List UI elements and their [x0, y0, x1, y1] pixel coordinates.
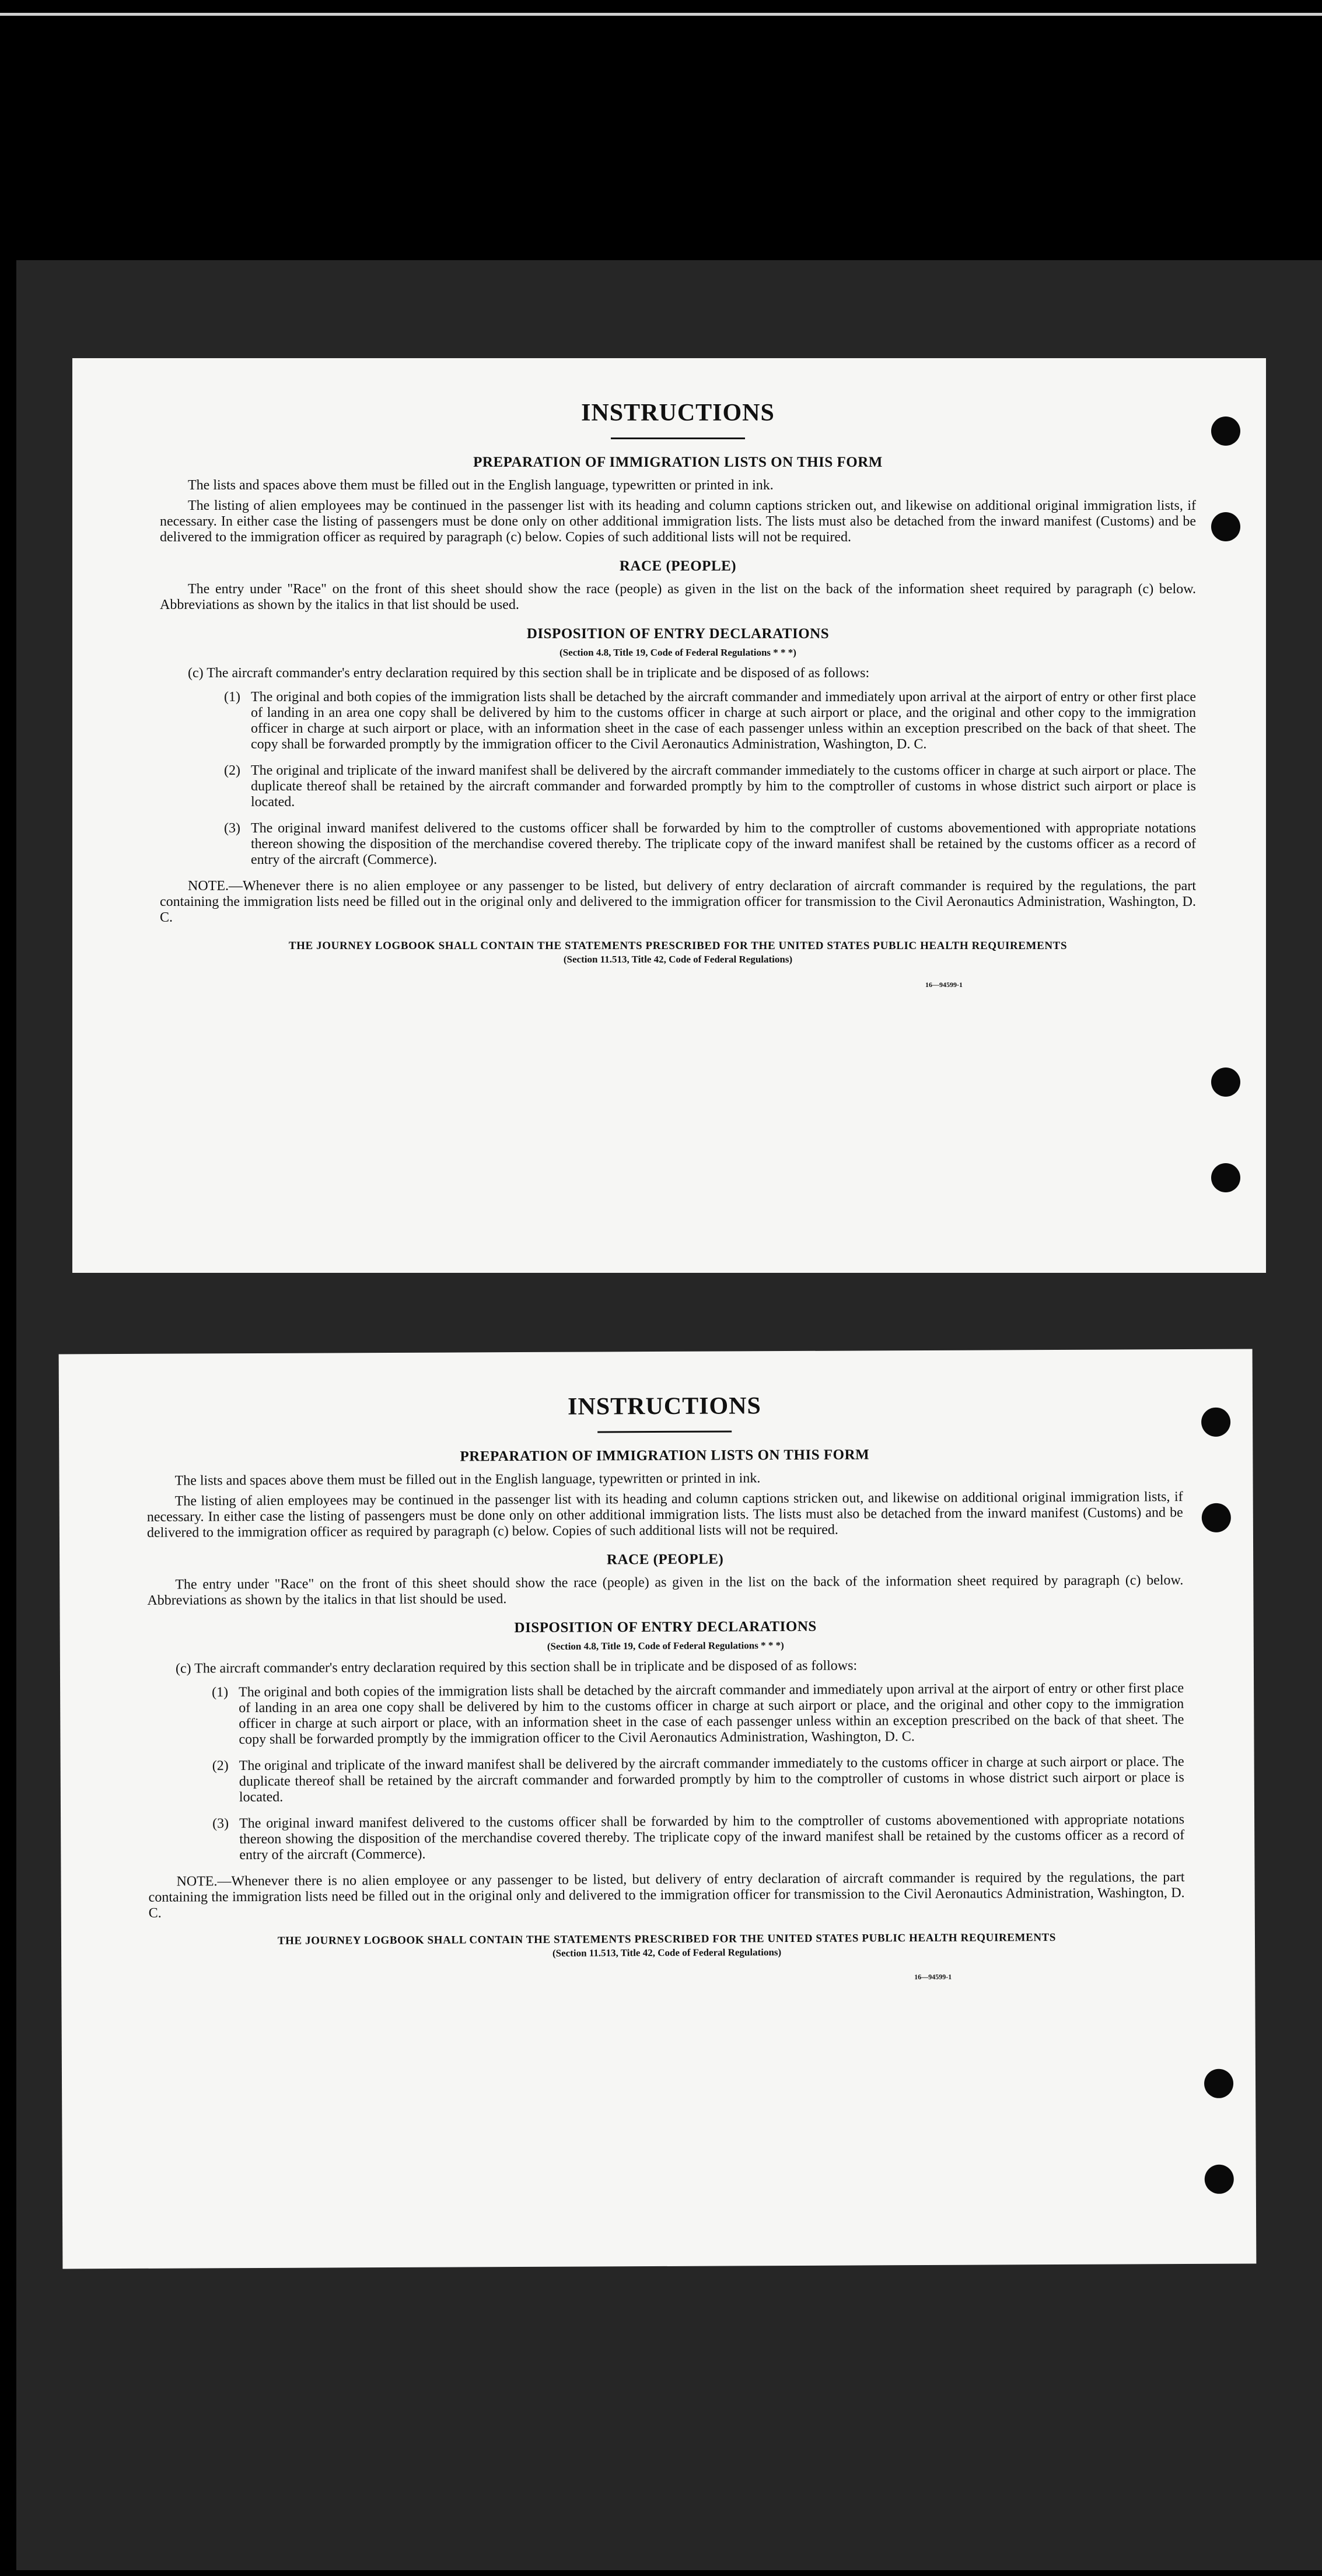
- section-heading-preparation: PREPARATION OF IMMIGRATION LISTS ON THIS FORM: [473, 454, 883, 470]
- item-text: The original inward manifest delivered to the customs officer shall be forwarded by him to the comptroller of customs abovementioned with appropriate notations thereon showing the disposition of the merchandise covered thereby. The triplicate copy of the inward manifest shall be retained by the customs officer as a record of entry of the aircraft (Commerce).: [239, 1812, 1185, 1863]
- paragraph-race: The entry under "Race" on the front of this sheet should show the race (people) as given in the list on the back of the information sheet required by paragraph (c) below. Abbreviations as shown by the italics in that list should be used.: [147, 1573, 1184, 1608]
- punch-hole: [1211, 512, 1240, 541]
- section-heading-race: RACE (PEOPLE): [619, 558, 737, 574]
- paragraph-alien-employees: The listing of alien employees may be continued in the passenger list with its heading and column captions stricken out, and likewise on additional original immigration lists, if necessary. In either case the listing of passengers must be done only on other additional immigration lists. The lists must also be detached from the inward manifest (Customs) and be delivered to the immigration officer as required by paragraph (c) below. Copies of such additional lists will not be required.: [160, 498, 1196, 545]
- item-text: The original inward manifest delivered to the customs officer shall be forwarded by him to the comptroller of customs abovementioned with appropriate notations thereon showing the disposition of the merchandise covered thereby. The triplicate copy of the inward manifest shall be retained by the customs officer as a record of entry of the aircraft (Commerce).: [251, 821, 1196, 867]
- paragraph-race: The entry under "Race" on the front of this sheet should show the race (people) as given in the list on the back of the information sheet required by paragraph (c) below. Abbreviations as shown by the italics in that list should be used.: [160, 582, 1196, 612]
- list-item: [212, 1812, 1184, 1863]
- punch-hole: [1201, 1408, 1230, 1437]
- paragraph-lists-language: The lists and spaces above them must be filled out in the English language, typewritten or printed in ink.: [188, 478, 774, 493]
- form-number: 16—94599-1: [914, 1972, 952, 1982]
- list-item: [224, 763, 1196, 810]
- paragraph-alien-employees: The listing of alien employees may be continued in the passenger list with its heading and column captions stricken out, and likewise on additional original immigration lists, if necessary. In either case the listing of passengers must be done only on other additional immigration lists. The lists must also be detached from the inward manifest (Customs) and be delivered to the immigration officer as required by paragraph (c) below. Copies of such additional lists will not be required.: [146, 1489, 1183, 1541]
- logbook-statement: THE JOURNEY LOGBOOK SHALL CONTAIN THE STATEMENTS PRESCRIBED FOR THE UNITED STATES PUBLIC HEALTH REQUIREMENTS: [277, 1931, 1057, 1947]
- punch-hole: [1211, 1068, 1240, 1097]
- page-title: INSTRUCTIONS: [581, 400, 775, 426]
- list-item: [224, 690, 1196, 752]
- paragraph-c: (c) The aircraft commander's entry declaration required by this section shall be in triplicate and be disposed of as follows:: [175, 1658, 858, 1676]
- item-number: (2): [224, 763, 240, 778]
- section-heading-preparation: PREPARATION OF IMMIGRATION LISTS ON THIS FORM: [460, 1447, 870, 1465]
- list-item: [224, 821, 1196, 868]
- title-rule: [597, 1430, 732, 1433]
- instruction-page-2: [59, 1349, 1257, 2269]
- list-item: [212, 1681, 1184, 1748]
- item-text: The original and both copies of the immigration lists shall be detached by the aircraft commander and immediately upon arrival at the airport of entry or other first place of landing in an area one copy shall be delivered by him to the customs officer in charge at such airport or place, and the original and other copy to the immigration officer in charge at such airport or place, with an information sheet in the case of each passenger unless within an exception prescribed on the back of that sheet. The copy shall be forwarded promptly by the immigration officer to the Civil Aeronautics Administration, Washington, D. C.: [239, 1681, 1184, 1748]
- section-citation: (Section 4.8, Title 19, Code of Federal Regulations * * *): [559, 647, 796, 658]
- list-item: [212, 1754, 1184, 1805]
- section-citation: (Section 4.8, Title 19, Code of Federal Regulations * * *): [547, 1640, 784, 1652]
- punch-hole: [1202, 1503, 1231, 1532]
- punch-hole: [1205, 2165, 1234, 2194]
- logbook-citation: (Section 11.513, Title 42, Code of Federal Regulations): [552, 1947, 782, 1959]
- logbook-statement: THE JOURNEY LOGBOOK SHALL CONTAIN THE STATEMENTS PRESCRIBED FOR THE UNITED STATES PUBLIC HEALTH REQUIREMENTS: [288, 940, 1068, 952]
- section-heading-disposition: DISPOSITION OF ENTRY DECLARATIONS: [526, 626, 830, 642]
- item-number: (3): [212, 1816, 229, 1832]
- note-paragraph: NOTE.—Whenever there is no alien employee or any passenger to be listed, but delivery of entry declaration of aircraft commander is required by the regulations, the part containing the immigration lists need be filled out in the original only and delivered to the immigration officer for transmission to the Civil Aeronautics Administration, Washington, D. C.: [148, 1870, 1185, 1921]
- section-heading-race: RACE (PEOPLE): [606, 1551, 724, 1568]
- punch-hole: [1204, 2069, 1233, 2098]
- title-rule: [611, 438, 745, 439]
- item-text: The original and triplicate of the inward manifest shall be delivered by the aircraft commander immediately to the customs officer in charge at such airport or place. The duplicate thereof shall be retained by the aircraft commander and forwarded promptly by him to the comptroller of customs in whose district such airport or place is located.: [239, 1754, 1184, 1805]
- paragraph-c: (c) The aircraft commander's entry declaration required by this section shall be in triplicate and be disposed of as follows:: [188, 666, 870, 681]
- item-number: (1): [224, 690, 240, 705]
- section-heading-disposition: DISPOSITION OF ENTRY DECLARATIONS: [514, 1618, 817, 1636]
- item-number: (3): [224, 821, 240, 836]
- punch-hole: [1211, 1163, 1240, 1192]
- film-edge: [0, 13, 1322, 16]
- instruction-page-1: [72, 358, 1266, 1273]
- note-paragraph: NOTE.—Whenever there is no alien employee or any passenger to be listed, but delivery of entry declaration of aircraft commander is required by the regulations, the part containing the immigration lists need be filled out in the original only and delivered to the immigration officer for transmission to the Civil Aeronautics Administration, Washington, D. C.: [160, 878, 1196, 925]
- item-text: The original and triplicate of the inward manifest shall be delivered by the aircraft commander immediately to the customs officer in charge at such airport or place. The duplicate thereof shall be retained by the aircraft commander and forwarded promptly by him to the comptroller of customs in whose district such airport or place is located.: [251, 763, 1196, 810]
- page-title: INSTRUCTIONS: [567, 1392, 761, 1420]
- item-number: (1): [212, 1685, 229, 1700]
- item-text: The original and both copies of the immigration lists shall be detached by the aircraft commander and immediately upon arrival at the airport of entry or other first place of landing in an area one copy shall be delivered by him to the customs officer in charge at such airport or place, and the original and other copy to the immigration officer in charge at such airport or place, with an information sheet in the case of each passenger unless within an exception prescribed on the back of that sheet. The copy shall be forwarded promptly by the immigration officer to the Civil Aeronautics Administration, Washington, D. C.: [251, 690, 1196, 752]
- punch-hole: [1211, 416, 1240, 446]
- paragraph-lists-language: The lists and spaces above them must be filled out in the English language, typewritten or printed in ink.: [174, 1471, 761, 1489]
- logbook-citation: (Section 11.513, Title 42, Code of Federal Regulations): [563, 954, 793, 965]
- form-number: 16—94599-1: [925, 981, 963, 989]
- item-number: (2): [212, 1758, 229, 1774]
